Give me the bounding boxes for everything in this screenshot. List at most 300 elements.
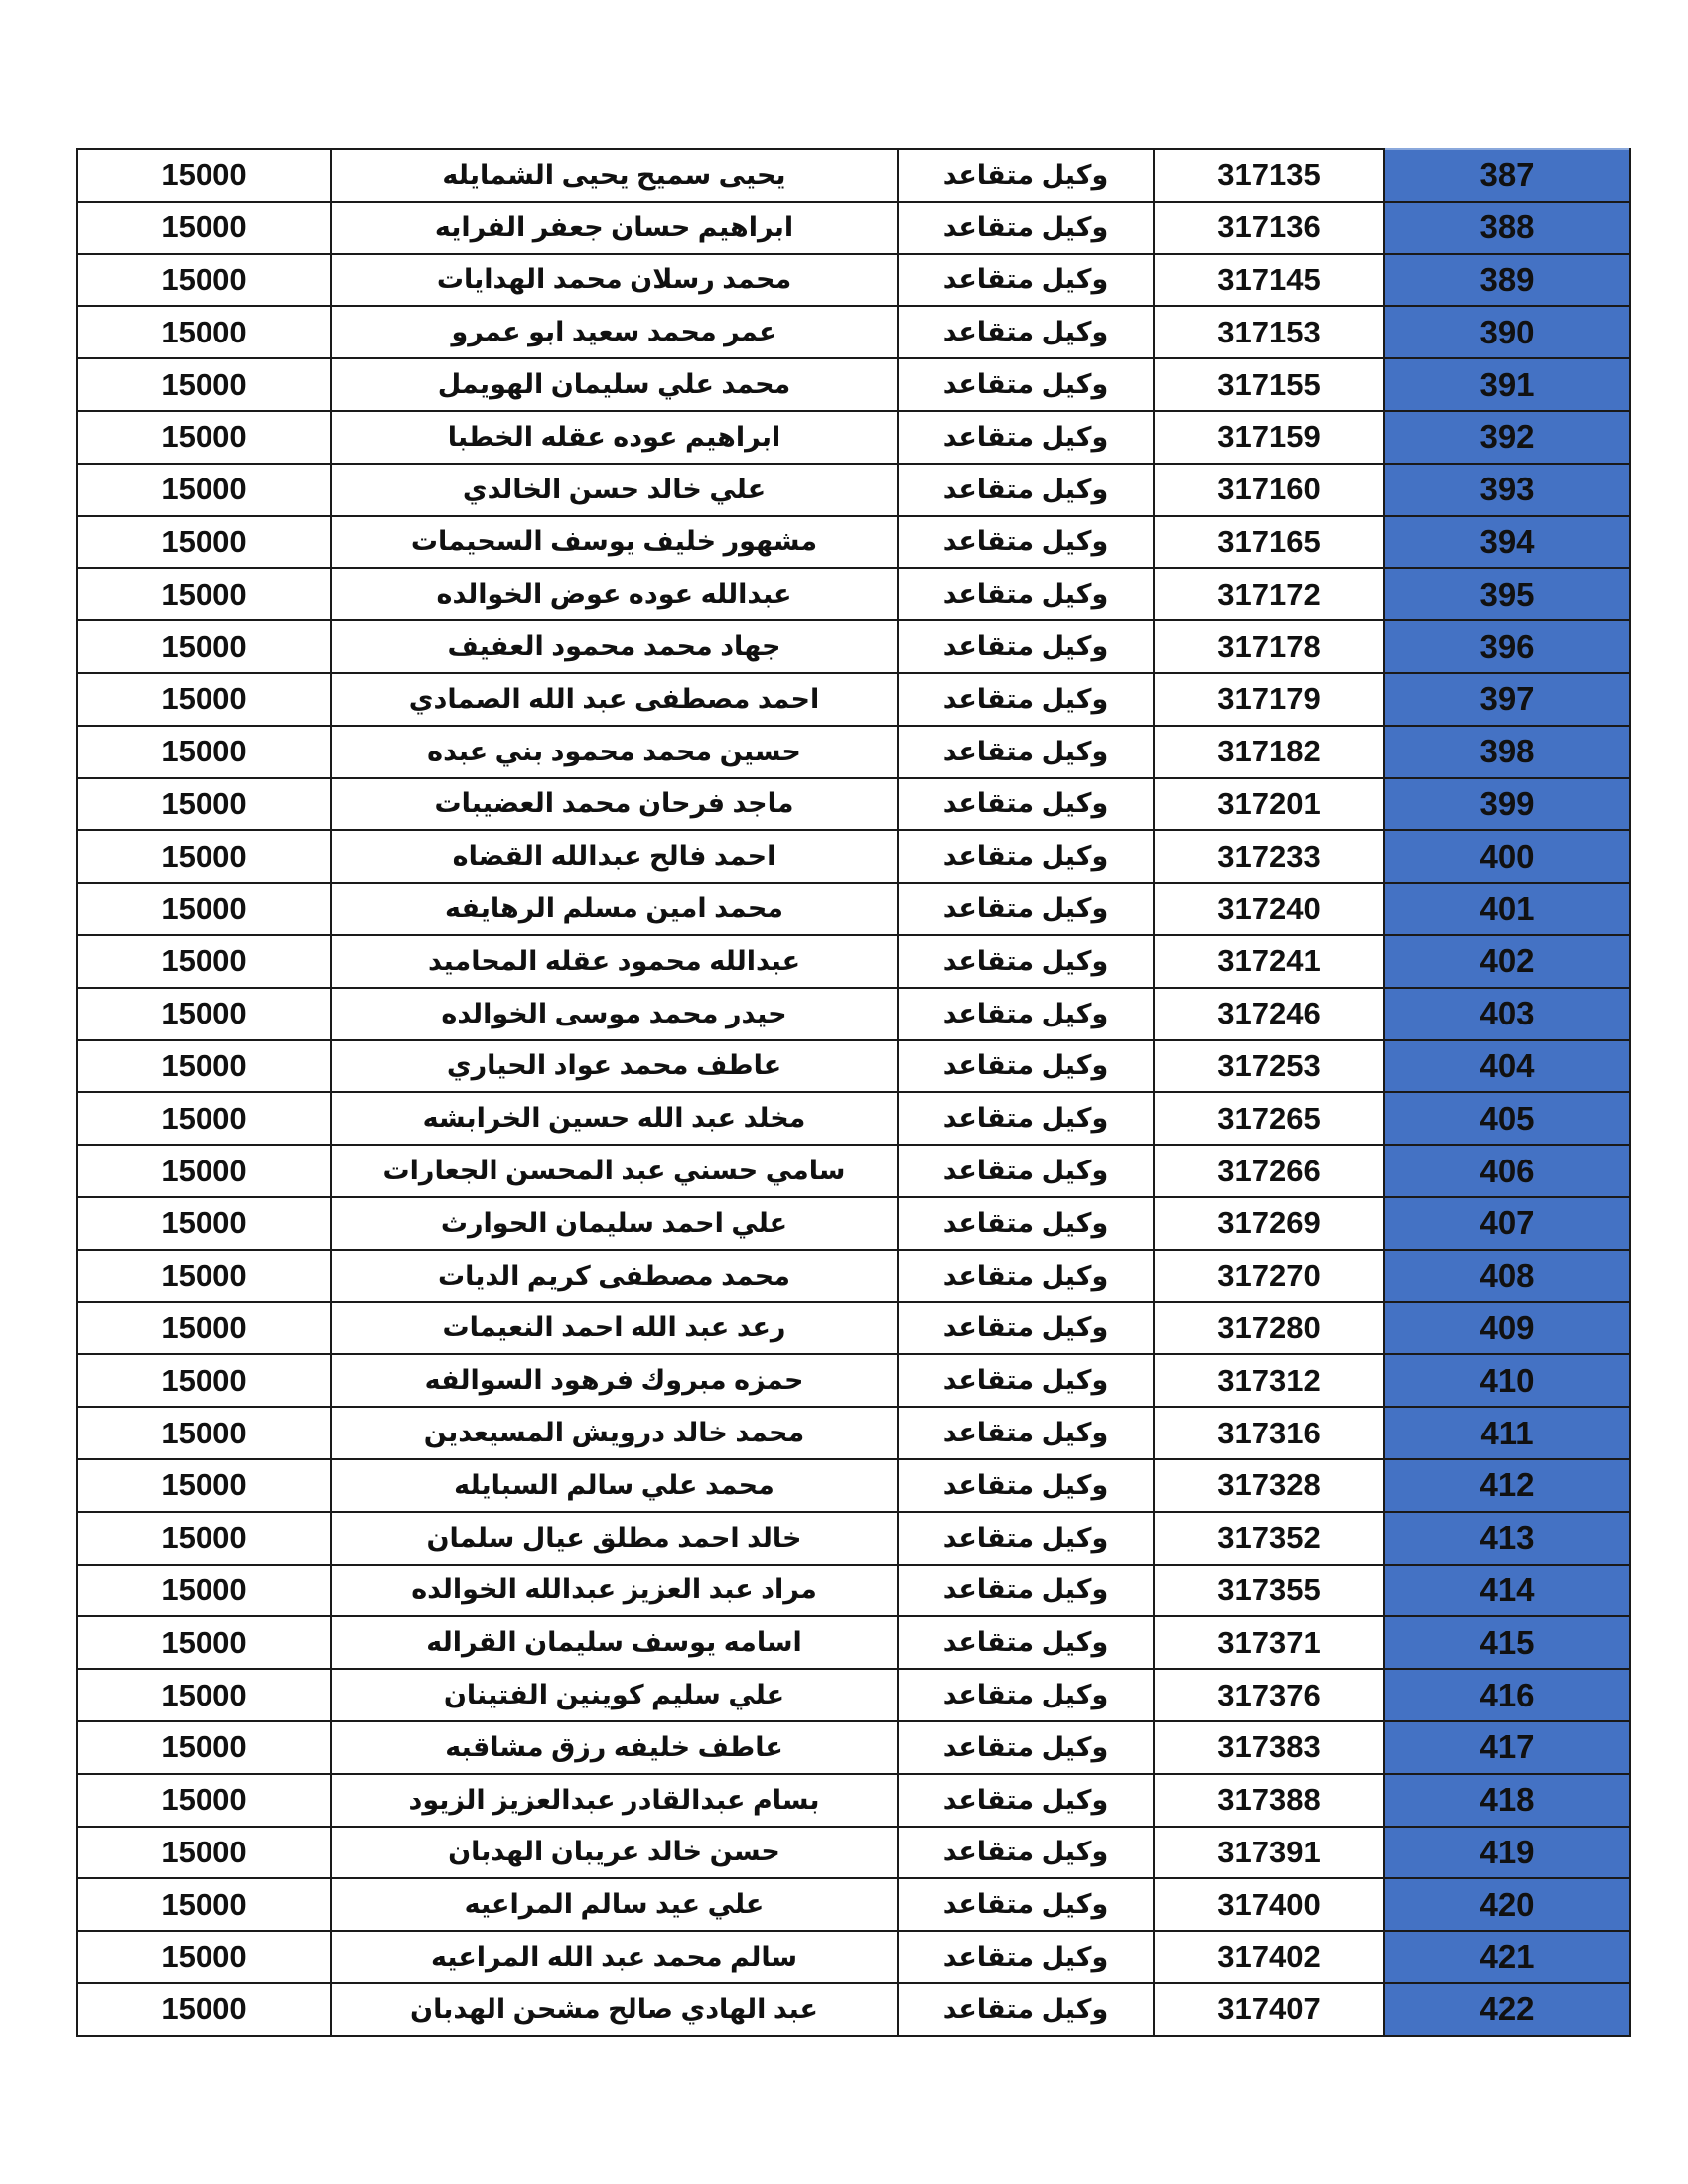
name-cell-text: عاطف خليفه رزق مشاقبه (445, 1731, 783, 1762)
name-cell (331, 1250, 898, 1302)
id-number-cell-text: 317233 (1217, 838, 1321, 874)
amount-cell-text: 15000 (161, 157, 247, 193)
name-cell-text: محمد رسلان محمد الهدايات (436, 264, 792, 295)
amount-cell (77, 1459, 331, 1512)
name-cell-text: احمد مصطفى عبد الله الصمادي (408, 683, 820, 714)
serial-number-cell (1384, 149, 1630, 202)
name-cell-text: ابراهيم حسان جعفر الفرايه (434, 211, 794, 242)
serial-number-cell-text: 405 (1479, 1099, 1535, 1137)
amount-cell (77, 726, 331, 778)
table-row (77, 1565, 1630, 1617)
table-body (77, 149, 1630, 2036)
table-row (77, 1092, 1630, 1145)
rank-cell-text: وكيل متقاعد (942, 736, 1109, 766)
rank-cell-text: وكيل متقاعد (942, 841, 1109, 872)
amount-cell (77, 1092, 331, 1145)
amount-cell (77, 464, 331, 516)
amount-cell-text: 15000 (161, 1782, 247, 1818)
rank-cell-text: وكيل متقاعد (942, 421, 1109, 452)
rank-cell-text: وكيل متقاعد (942, 1207, 1109, 1238)
name-cell-text: مراد عبد العزيز عبدالله الخوالده (411, 1574, 817, 1605)
name-cell-text: احمد فالح عبدالله القضاه (452, 841, 776, 872)
name-cell (331, 1459, 898, 1512)
serial-number-cell-text: 391 (1479, 365, 1535, 403)
rank-cell-text: وكيل متقاعد (942, 893, 1109, 924)
serial-number-cell-text: 387 (1479, 156, 1535, 194)
rank-cell (898, 1092, 1154, 1145)
amount-cell (77, 1774, 331, 1827)
id-number-cell-text: 317316 (1217, 1415, 1321, 1450)
id-number-cell (1154, 830, 1384, 883)
id-number-cell-text: 317145 (1217, 261, 1321, 297)
name-cell-text: حيدر محمد موسى الخوالده (441, 998, 787, 1028)
table-row (77, 935, 1630, 988)
serial-number-cell-text: 419 (1479, 1833, 1535, 1870)
name-cell-text: يحيى سميح يحيى الشمايله (442, 159, 786, 190)
id-number-cell-text: 317391 (1217, 1834, 1321, 1869)
name-cell (331, 149, 898, 202)
table-row (77, 1616, 1630, 1669)
serial-number-cell-text: 388 (1479, 208, 1535, 246)
id-number-cell-text: 317160 (1217, 472, 1321, 507)
id-number-cell-text: 317136 (1217, 209, 1321, 245)
id-number-cell (1154, 254, 1384, 307)
serial-number-cell (1384, 1092, 1630, 1145)
rank-cell-text: وكيل متقاعد (942, 788, 1109, 819)
table-row (77, 202, 1630, 254)
serial-number-cell-text: 395 (1479, 575, 1535, 613)
rank-cell-text: وكيل متقاعد (942, 631, 1109, 662)
table-row (77, 358, 1630, 411)
id-number-cell-text: 317178 (1217, 628, 1321, 664)
amount-cell-text: 15000 (161, 314, 247, 349)
table-row (77, 306, 1630, 358)
rank-cell (898, 1669, 1154, 1721)
name-cell (331, 1721, 898, 1774)
rank-cell-text: وكيل متقاعد (942, 369, 1109, 400)
table-row (77, 1774, 1630, 1827)
table-row (77, 1145, 1630, 1197)
amount-cell-text: 15000 (161, 1309, 247, 1345)
rank-cell-text: وكيل متقاعد (942, 1731, 1109, 1762)
table-row (77, 1827, 1630, 1879)
amount-cell-text: 15000 (161, 1258, 247, 1294)
name-cell-text: بسام عبدالقادر عبدالعزيز الزيود (408, 1784, 820, 1815)
serial-number-cell-text: 409 (1479, 1308, 1535, 1346)
id-number-cell-text: 317201 (1217, 785, 1321, 821)
serial-number-cell-text: 397 (1479, 680, 1535, 718)
id-number-cell (1154, 358, 1384, 411)
name-cell (331, 1512, 898, 1565)
id-number-cell (1154, 1827, 1384, 1879)
amount-cell-text: 15000 (161, 943, 247, 979)
rank-cell (898, 568, 1154, 620)
serial-number-cell (1384, 1040, 1630, 1093)
name-cell (331, 358, 898, 411)
amount-cell-text: 15000 (161, 1729, 247, 1765)
id-number-cell (1154, 464, 1384, 516)
id-number-cell (1154, 935, 1384, 988)
serial-number-cell-text: 404 (1479, 1046, 1535, 1084)
rank-cell (898, 1145, 1154, 1197)
serial-number-cell-text: 410 (1479, 1361, 1535, 1399)
name-cell (331, 1774, 898, 1827)
serial-number-cell-text: 418 (1479, 1781, 1535, 1819)
id-number-cell (1154, 202, 1384, 254)
serial-number-cell (1384, 464, 1630, 516)
table-row (77, 1407, 1630, 1459)
rank-cell (898, 1250, 1154, 1302)
amount-cell (77, 1145, 331, 1197)
id-number-cell (1154, 1302, 1384, 1355)
id-number-cell (1154, 1092, 1384, 1145)
id-number-cell (1154, 1983, 1384, 2036)
serial-number-cell (1384, 1459, 1630, 1512)
table-row (77, 568, 1630, 620)
amount-cell (77, 988, 331, 1040)
id-number-cell (1154, 411, 1384, 464)
rank-cell (898, 883, 1154, 935)
rank-cell-text: وكيل متقاعد (942, 211, 1109, 242)
serial-number-cell (1384, 1827, 1630, 1879)
rank-cell-text: وكيل متقاعد (942, 1469, 1109, 1500)
name-cell (331, 568, 898, 620)
id-number-cell-text: 317355 (1217, 1571, 1321, 1607)
name-cell-text: حسين محمد محمود بني عبده (427, 736, 801, 766)
amount-cell-text: 15000 (161, 261, 247, 297)
rank-cell-text: وكيل متقاعد (942, 264, 1109, 295)
table-row (77, 778, 1630, 831)
rank-cell-text: وكيل متقاعد (942, 1574, 1109, 1605)
rank-cell-text: وكيل متقاعد (942, 1837, 1109, 1867)
amount-cell (77, 358, 331, 411)
amount-cell (77, 254, 331, 307)
serial-number-cell-text: 394 (1479, 522, 1535, 560)
name-cell (331, 1616, 898, 1669)
id-number-cell-text: 317253 (1217, 1047, 1321, 1083)
serial-number-cell (1384, 1878, 1630, 1931)
name-cell-text: عبدالله محمود عقله المحاميد (427, 945, 801, 976)
rank-cell-text: وكيل متقاعد (942, 159, 1109, 190)
rank-cell-text: وكيل متقاعد (942, 1627, 1109, 1658)
amount-cell (77, 1250, 331, 1302)
amount-cell-text: 15000 (161, 681, 247, 717)
rank-cell (898, 830, 1154, 883)
serial-number-cell (1384, 1145, 1630, 1197)
serial-number-cell-text: 400 (1479, 837, 1535, 875)
name-cell-text: عبدالله عوده عوض الخوالده (436, 579, 792, 610)
serial-number-cell-text: 417 (1479, 1728, 1535, 1766)
rank-cell-text: وكيل متقاعد (942, 1889, 1109, 1920)
table-row (77, 411, 1630, 464)
name-cell-text: حمزه مبروك فرهود السوالفه (424, 1365, 804, 1396)
serial-number-cell (1384, 568, 1630, 620)
name-cell-text: محمد مصطفى كريم الديات (438, 1260, 790, 1291)
name-cell-text: رعد عبد الله احمد النعيمات (442, 1312, 786, 1343)
name-cell-text: عمر محمد سعيد ابو عمرو (451, 317, 777, 347)
table-row (77, 830, 1630, 883)
rank-cell-text: وكيل متقاعد (942, 1050, 1109, 1081)
name-cell-text: محمد خالد درويش المسيعدين (423, 1418, 805, 1448)
serial-number-cell (1384, 1512, 1630, 1565)
id-number-cell-text: 317266 (1217, 1153, 1321, 1188)
serial-number-cell (1384, 1669, 1630, 1721)
rank-cell-text: وكيل متقاعد (942, 474, 1109, 504)
name-cell (331, 1827, 898, 1879)
amount-cell (77, 568, 331, 620)
amount-cell (77, 1983, 331, 2036)
serial-number-cell (1384, 1250, 1630, 1302)
serial-number-cell (1384, 1565, 1630, 1617)
rank-cell-text: وكيل متقاعد (942, 1312, 1109, 1343)
amount-cell (77, 1040, 331, 1093)
table-row (77, 1302, 1630, 1355)
serial-number-cell (1384, 1983, 1630, 2036)
id-number-cell (1154, 1250, 1384, 1302)
amount-cell (77, 1565, 331, 1617)
amount-cell (77, 516, 331, 569)
rank-cell (898, 1302, 1154, 1355)
rank-cell-text: وكيل متقاعد (942, 1156, 1109, 1186)
amount-cell-text: 15000 (161, 1100, 247, 1136)
rank-cell (898, 1040, 1154, 1093)
serial-number-cell-text: 396 (1479, 627, 1535, 665)
id-number-cell-text: 317153 (1217, 314, 1321, 349)
serial-number-cell (1384, 673, 1630, 726)
name-cell-text: اسامه يوسف سليمان القراله (426, 1627, 802, 1658)
id-number-cell-text: 317352 (1217, 1520, 1321, 1556)
serial-number-cell (1384, 726, 1630, 778)
name-cell-text: محمد علي سالم السبايله (454, 1469, 774, 1500)
id-number-cell-text: 317312 (1217, 1362, 1321, 1398)
amount-cell-text: 15000 (161, 1886, 247, 1922)
id-number-cell (1154, 1407, 1384, 1459)
rank-cell (898, 1774, 1154, 1827)
amount-cell (77, 620, 331, 673)
amount-cell-text: 15000 (161, 628, 247, 664)
id-number-cell (1154, 306, 1384, 358)
name-cell (331, 673, 898, 726)
rank-cell (898, 1565, 1154, 1617)
amount-cell (77, 1616, 331, 1669)
name-cell-text: جهاد محمد محمود العفيف (447, 631, 781, 662)
id-number-cell (1154, 1459, 1384, 1512)
id-number-cell (1154, 149, 1384, 202)
name-cell (331, 306, 898, 358)
rank-cell-text: وكيل متقاعد (942, 1418, 1109, 1448)
id-number-cell (1154, 1721, 1384, 1774)
rank-cell (898, 1827, 1154, 1879)
serial-number-cell (1384, 1354, 1630, 1407)
table-row (77, 1931, 1630, 1983)
serial-number-cell-text: 401 (1479, 889, 1535, 927)
name-cell (331, 620, 898, 673)
amount-cell-text: 15000 (161, 1362, 247, 1398)
serial-number-cell (1384, 830, 1630, 883)
name-cell (331, 1669, 898, 1721)
serial-number-cell-text: 420 (1479, 1885, 1535, 1923)
name-cell (331, 411, 898, 464)
name-cell-text: سامي حسني عبد المحسن الجعارات (382, 1156, 846, 1186)
rank-cell-text: وكيل متقاعد (942, 1784, 1109, 1815)
name-cell-text: ابراهيم عوده عقله الخطبا (447, 421, 781, 452)
name-cell (331, 1878, 898, 1931)
name-cell-text: علي سليم كوينين الفتينان (443, 1680, 785, 1709)
amount-cell-text: 15000 (161, 576, 247, 612)
id-number-cell (1154, 620, 1384, 673)
id-number-cell (1154, 1040, 1384, 1093)
name-cell (331, 202, 898, 254)
id-number-cell (1154, 1512, 1384, 1565)
id-number-cell (1154, 516, 1384, 569)
serial-number-cell-text: 390 (1479, 313, 1535, 350)
id-number-cell-text: 317407 (1217, 1991, 1321, 2027)
table-row (77, 149, 1630, 202)
amount-cell (77, 883, 331, 935)
rank-cell (898, 726, 1154, 778)
table-row (77, 1250, 1630, 1302)
table-row (77, 673, 1630, 726)
table-row (77, 254, 1630, 307)
serial-number-cell-text: 411 (1480, 1414, 1534, 1451)
serial-number-cell (1384, 778, 1630, 831)
table-row (77, 1669, 1630, 1721)
rank-cell-text: وكيل متقاعد (942, 579, 1109, 610)
amount-cell (77, 1878, 331, 1931)
amount-cell-text: 15000 (161, 1415, 247, 1450)
rank-cell (898, 1407, 1154, 1459)
amount-cell-text: 15000 (161, 838, 247, 874)
name-cell-text: حسن خالد عريبان الهدبان (448, 1837, 780, 1867)
table-row (77, 1721, 1630, 1774)
id-number-cell (1154, 726, 1384, 778)
amount-cell-text: 15000 (161, 1205, 247, 1241)
serial-number-cell-text: 407 (1479, 1204, 1535, 1242)
serial-number-cell (1384, 1302, 1630, 1355)
name-cell-text: مشهور خليف يوسف السحيمات (410, 526, 818, 557)
amount-cell-text: 15000 (161, 366, 247, 402)
rank-cell (898, 1616, 1154, 1669)
rank-cell (898, 306, 1154, 358)
name-cell (331, 726, 898, 778)
serial-number-cell (1384, 254, 1630, 307)
serial-number-cell (1384, 1774, 1630, 1827)
id-number-cell-text: 317328 (1217, 1467, 1321, 1503)
name-cell (331, 988, 898, 1040)
rank-cell (898, 1931, 1154, 1983)
name-cell (331, 1145, 898, 1197)
amount-cell-text: 15000 (161, 1047, 247, 1083)
table-row (77, 1040, 1630, 1093)
name-cell-text: خالد احمد مطلق عيال سلمان (426, 1522, 802, 1553)
id-number-cell (1154, 1565, 1384, 1617)
amount-cell (77, 306, 331, 358)
name-cell (331, 883, 898, 935)
rank-cell-text: وكيل متقاعد (942, 1365, 1109, 1396)
serial-number-cell-text: 413 (1479, 1519, 1535, 1557)
serial-number-cell (1384, 1197, 1630, 1250)
rank-cell (898, 464, 1154, 516)
id-number-cell-text: 317402 (1217, 1939, 1321, 1975)
rank-cell-text: وكيل متقاعد (942, 998, 1109, 1028)
table-row (77, 1983, 1630, 2036)
amount-cell-text: 15000 (161, 1153, 247, 1188)
table-row (77, 1354, 1630, 1407)
name-cell-text: علي خالد حسن الخالدي (462, 474, 767, 504)
id-number-cell (1154, 778, 1384, 831)
name-cell-text: علي عيد سالم المراعيه (464, 1889, 765, 1920)
serial-number-cell-text: 415 (1479, 1623, 1535, 1661)
serial-number-cell (1384, 202, 1630, 254)
name-cell-text: علي احمد سليمان الحوارث (440, 1207, 788, 1238)
serial-number-cell (1384, 1407, 1630, 1459)
rank-cell (898, 1878, 1154, 1931)
amount-cell-text: 15000 (161, 1571, 247, 1607)
name-cell (331, 516, 898, 569)
amount-cell (77, 202, 331, 254)
id-number-cell-text: 317269 (1217, 1205, 1321, 1241)
rank-cell-text: وكيل متقاعد (942, 1993, 1109, 2024)
id-number-cell (1154, 1774, 1384, 1827)
rank-cell-text: وكيل متقاعد (942, 317, 1109, 347)
name-cell-text: ماجد فرحان محمد العضيبات (434, 788, 794, 819)
id-number-cell-text: 317371 (1217, 1624, 1321, 1660)
rank-cell (898, 516, 1154, 569)
rank-cell-text: وكيل متقاعد (942, 1103, 1109, 1134)
rank-cell (898, 1721, 1154, 1774)
rank-cell (898, 778, 1154, 831)
id-number-cell-text: 317135 (1217, 157, 1321, 193)
serial-number-cell (1384, 306, 1630, 358)
serial-number-cell-text: 393 (1479, 471, 1535, 508)
id-number-cell (1154, 883, 1384, 935)
table-row (77, 516, 1630, 569)
id-number-cell-text: 317172 (1217, 576, 1321, 612)
rank-cell-text: وكيل متقاعد (942, 945, 1109, 976)
id-number-cell (1154, 1145, 1384, 1197)
name-cell (331, 254, 898, 307)
amount-cell (77, 1721, 331, 1774)
id-number-cell-text: 317246 (1217, 996, 1321, 1031)
table-row (77, 464, 1630, 516)
id-number-cell (1154, 1197, 1384, 1250)
amount-cell-text: 15000 (161, 734, 247, 769)
table-row (77, 1197, 1630, 1250)
id-number-cell-text: 317155 (1217, 366, 1321, 402)
amount-cell (77, 1354, 331, 1407)
serial-number-cell-text: 422 (1479, 1990, 1535, 2028)
id-number-cell-text: 317159 (1217, 419, 1321, 455)
serial-number-cell (1384, 1616, 1630, 1669)
amount-cell-text: 15000 (161, 1677, 247, 1712)
name-cell (331, 1197, 898, 1250)
id-number-cell-text: 317376 (1217, 1677, 1321, 1712)
table-row (77, 1459, 1630, 1512)
name-cell (331, 1092, 898, 1145)
id-number-cell (1154, 1669, 1384, 1721)
id-number-cell-text: 317280 (1217, 1309, 1321, 1345)
name-cell-text: مخلد عبد الله حسين الخرابشه (422, 1103, 806, 1134)
amount-cell (77, 1512, 331, 1565)
name-cell (331, 830, 898, 883)
serial-number-cell-text: 403 (1479, 995, 1535, 1032)
amount-cell-text: 15000 (161, 419, 247, 455)
rank-cell (898, 202, 1154, 254)
serial-number-cell-text: 408 (1479, 1257, 1535, 1295)
id-number-cell-text: 317400 (1217, 1886, 1321, 1922)
rank-cell (898, 620, 1154, 673)
name-cell (331, 1040, 898, 1093)
